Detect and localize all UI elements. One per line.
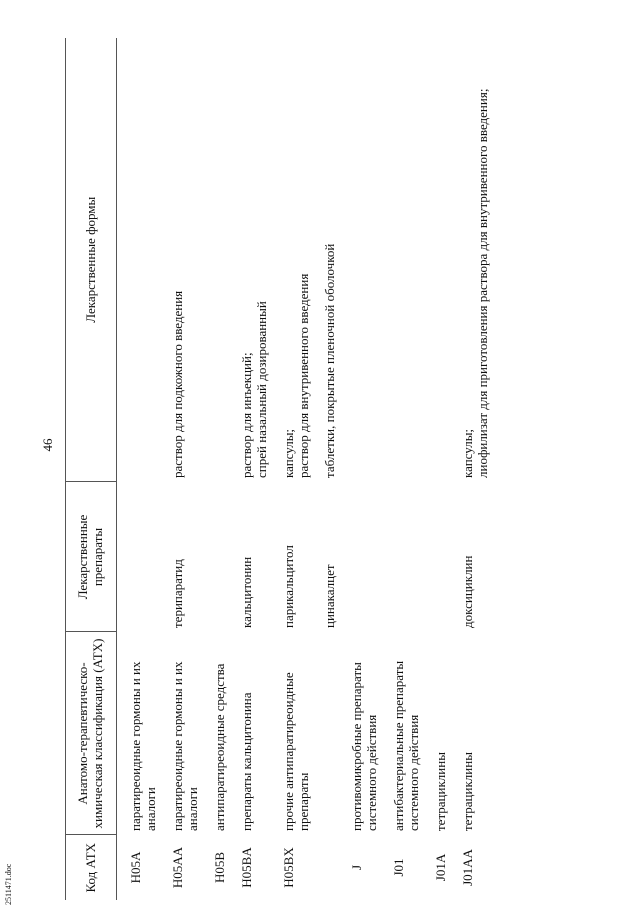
- cell-code: H05BA: [238, 847, 254, 888]
- header-forms: Лекарственные формы: [66, 38, 117, 482]
- cell-forms: [213, 38, 228, 482]
- cell-code: J01: [391, 858, 407, 877]
- cell-drug: кальцитонин: [238, 556, 254, 628]
- dosage-form-line: раствор для подкожного введения: [169, 290, 185, 478]
- cell-classification: тетрациклины: [460, 752, 476, 831]
- cell-forms: [282, 38, 312, 482]
- dosage-form-line: капсулы;: [460, 428, 476, 478]
- cell-code: [323, 835, 338, 900]
- cell-drug: парикальцитол: [280, 545, 296, 628]
- cell-forms: [171, 38, 201, 482]
- cell-classification: тетрациклины: [433, 752, 449, 831]
- table-body: [117, 38, 491, 900]
- header-classification: Анатомо-терапевтическо-химическая классификация (АТХ): [66, 632, 117, 835]
- page-number: 46: [40, 438, 55, 452]
- cell-forms: [434, 38, 449, 482]
- cell-classification: паратиреоидные гормоны и их аналоги: [169, 661, 200, 831]
- cell-forms: [461, 38, 491, 482]
- cell-classification: антипаратиреоидные средства: [211, 663, 227, 831]
- cell-code: J: [349, 864, 365, 871]
- row-spacer: [228, 38, 240, 900]
- cell-classification: противомикробные препараты системного действия: [349, 662, 380, 831]
- cell-code: H05B: [211, 851, 227, 884]
- table-row: [282, 38, 312, 900]
- cell-drug: [392, 482, 422, 632]
- dosage-form-line: лиофилизат для приготовления раствора для внутривенного введения;: [475, 88, 490, 478]
- cell-forms: [129, 38, 159, 482]
- dosage-form-line: раствор для инъекций;: [238, 352, 254, 478]
- table-row: [240, 38, 270, 900]
- cell-classification: прочие антипаратиреоидные препараты: [280, 672, 311, 831]
- table-row: [392, 38, 422, 900]
- cell-forms: [392, 38, 422, 482]
- cell-code: H05A: [128, 851, 143, 884]
- table-header-row: [66, 38, 117, 900]
- table-row: [129, 38, 159, 900]
- cell-classification: паратиреоидные гормоны и их аналоги: [128, 661, 158, 831]
- dosage-form-line: капсулы;: [280, 428, 296, 478]
- header-code: Код АТХ: [66, 835, 117, 900]
- table-row: [350, 38, 380, 900]
- cell-classification: антибактериальные препараты системного действия: [391, 660, 422, 831]
- table-row: [323, 38, 338, 900]
- header-drugs: Лекарственные препараты: [66, 482, 117, 632]
- table-row: [434, 38, 449, 900]
- cell-code: J01A: [433, 853, 449, 882]
- cell-drug: терипаратид: [169, 559, 185, 628]
- cell-classification: [323, 632, 338, 835]
- cell-code: J01AA: [460, 849, 476, 886]
- row-spacer: [201, 38, 213, 900]
- footer-doc-ref: 2511471.doc: [4, 863, 13, 905]
- atx-table: [65, 38, 491, 900]
- cell-forms: [240, 38, 270, 482]
- cell-drug: [434, 482, 449, 632]
- dosage-form-line: таблетки, покрытые пленочной оболочкой: [322, 243, 338, 478]
- table-row: [171, 38, 201, 900]
- cell-forms: [350, 38, 380, 482]
- cell-drug: доксициклин: [460, 555, 476, 628]
- table-row: [461, 38, 491, 900]
- cell-code: H05BX: [280, 847, 296, 888]
- cell-drug: [213, 482, 228, 632]
- cell-drug: цинакалцет: [322, 564, 338, 628]
- dosage-form-line: раствор для внутривенного введения: [295, 273, 311, 478]
- cell-drug: [129, 482, 159, 632]
- row-spacer: [270, 38, 282, 900]
- table-row: [213, 38, 228, 900]
- dosage-form-line: спрей назальный дозированный: [253, 301, 269, 478]
- cell-code: H05AA: [169, 846, 185, 889]
- cell-drug: [350, 482, 380, 632]
- cell-classification: препараты кальцитонина: [238, 692, 254, 831]
- cell-forms: [323, 38, 338, 482]
